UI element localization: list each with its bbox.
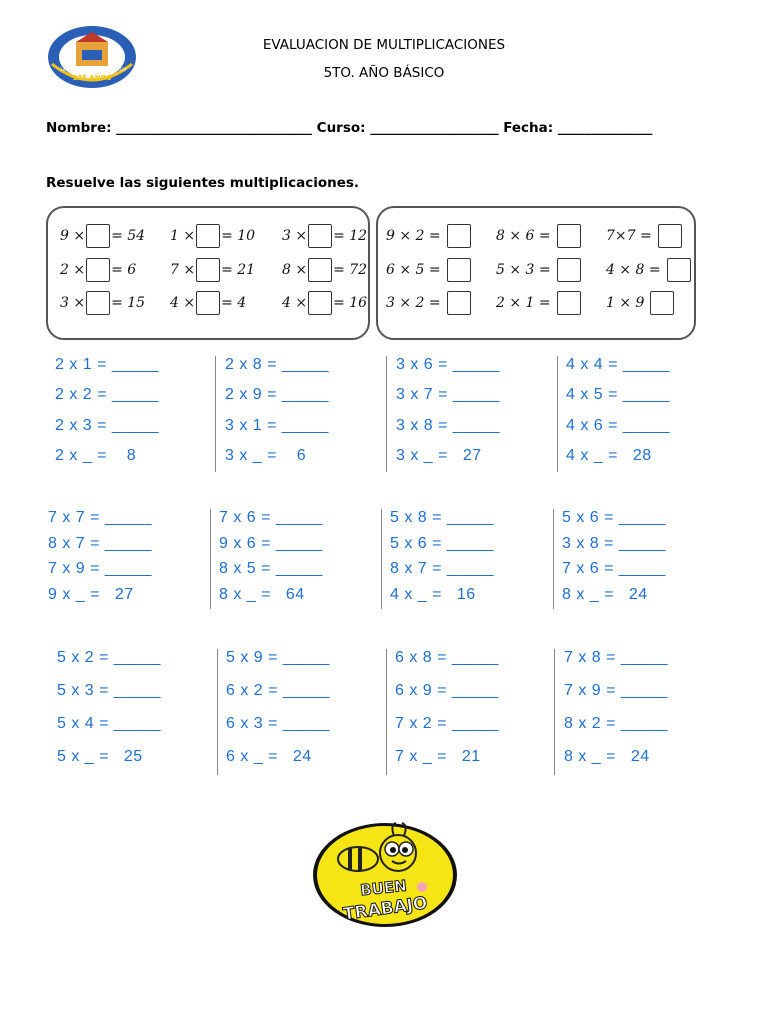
column-divider — [386, 649, 387, 775]
right-panel-item: 5 × 3 = — [496, 256, 582, 284]
answer-box[interactable] — [650, 291, 674, 315]
right-panel-item: 8 × 6 = — [496, 222, 582, 250]
multiplication-exercise: 8 x _ = 24 — [564, 748, 650, 765]
left-panel-item: 8 × = 72 — [282, 256, 367, 284]
column-divider — [381, 509, 382, 609]
right-panel-item: 3 × 2 = — [386, 289, 472, 317]
multiplication-exercise: 5 x 6 = _____ — [390, 535, 494, 552]
multiplication-exercise: 9 x _ = 27 — [48, 586, 134, 603]
multiplication-exercise: 5 x 2 = _____ — [57, 649, 161, 666]
svg-text:2020: 2020 — [116, 67, 127, 72]
answer-box[interactable] — [447, 224, 471, 248]
answer-box[interactable] — [308, 258, 332, 282]
multiplication-exercise: 8 x 7 = _____ — [390, 560, 494, 577]
page-title: EVALUACION DE MULTIPLICACIONES — [262, 37, 506, 53]
badge-line1: BUEN — [359, 876, 408, 900]
left-panel-item: 9 × = 54 — [60, 222, 145, 250]
multiplication-exercise: 7 x 8 = _____ — [564, 649, 668, 666]
multiplication-exercise: 8 x _ = 64 — [219, 586, 305, 603]
multiplication-exercise: 6 x 2 = _____ — [226, 682, 330, 699]
multiplication-exercise: 5 x 8 = _____ — [390, 509, 494, 526]
column-divider — [217, 649, 218, 775]
column-divider — [553, 509, 554, 609]
answer-box[interactable] — [557, 291, 581, 315]
multiplication-exercise: 5 x 6 = _____ — [562, 509, 666, 526]
answer-box[interactable] — [557, 258, 581, 282]
answer-box[interactable] — [86, 291, 110, 315]
multiplication-exercise: 7 x 7 = _____ — [48, 509, 152, 526]
left-panel-item: 7 × = 21 — [170, 256, 255, 284]
multiplication-exercise: 5 x 4 = _____ — [57, 715, 161, 732]
multiplication-exercise: 2 x 1 = _____ — [55, 356, 159, 373]
column-divider — [210, 509, 211, 609]
multiplication-exercise: 2 x 9 = _____ — [225, 386, 329, 403]
multiplication-exercise: 7 x 9 = _____ — [564, 682, 668, 699]
left-panel-item: 1 × = 10 — [170, 222, 255, 250]
multiplication-exercise: 4 x 5 = _____ — [566, 386, 670, 403]
multiplication-exercise: 6 x 3 = _____ — [226, 715, 330, 732]
instructions: Resuelve las siguientes multiplicaciones. — [46, 175, 360, 191]
answer-box[interactable] — [196, 291, 220, 315]
multiplication-exercise: 3 x _ = 6 — [225, 447, 307, 464]
multiplication-exercise: 3 x 7 = _____ — [396, 386, 500, 403]
answer-box[interactable] — [308, 224, 332, 248]
multiplication-exercise: 8 x 7 = _____ — [48, 535, 152, 552]
student-fields-line: Nombre: _____________________________ Curso: ___________________ Fecha: ______________ — [46, 120, 653, 136]
multiplication-exercise: 9 x 6 = _____ — [219, 535, 323, 552]
column-divider — [557, 356, 558, 472]
answer-box[interactable] — [557, 224, 581, 248]
multiplication-exercise: 6 x 8 = _____ — [395, 649, 499, 666]
right-panel-item: 9 × 2 = — [386, 222, 472, 250]
logo-years: 125 AÑOS — [72, 74, 112, 82]
multiplication-exercise: 3 x _ = 27 — [396, 447, 482, 464]
page-subtitle: 5TO. AÑO BÁSICO — [323, 65, 445, 81]
left-panel-item: 2 × = 6 — [60, 256, 136, 284]
right-panel-item: 2 × 1 = — [496, 289, 582, 317]
left-panel-item: 4 × = 4 — [170, 289, 246, 317]
answer-box[interactable] — [658, 224, 682, 248]
multiplication-exercise: 2 x 3 = _____ — [55, 417, 159, 434]
multiplication-exercise: 7 x 6 = _____ — [562, 560, 666, 577]
column-divider — [215, 356, 216, 472]
multiplication-exercise: 3 x 1 = _____ — [225, 417, 329, 434]
answer-box[interactable] — [667, 258, 691, 282]
buen-trabajo-badge — [310, 817, 460, 929]
answer-box[interactable] — [196, 224, 220, 248]
multiplication-exercise: 8 x _ = 24 — [562, 586, 648, 603]
multiplication-exercise: 3 x 8 = _____ — [396, 417, 500, 434]
answer-box[interactable] — [447, 291, 471, 315]
column-divider — [386, 356, 387, 472]
multiplication-exercise: 2 x _ = 8 — [55, 447, 137, 464]
multiplication-exercise: 6 x _ = 24 — [226, 748, 312, 765]
multiplication-exercise: 6 x 9 = _____ — [395, 682, 499, 699]
right-panel-item: 7×7 = — [606, 222, 683, 250]
multiplication-exercise: 3 x 8 = _____ — [562, 535, 666, 552]
multiplication-exercise: 7 x _ = 21 — [395, 748, 481, 765]
multiplication-exercise: 2 x 2 = _____ — [55, 386, 159, 403]
left-panel-item: 4 × = 16 — [282, 289, 367, 317]
multiplication-exercise: 8 x 2 = _____ — [564, 715, 668, 732]
multiplication-exercise: 5 x _ = 25 — [57, 748, 143, 765]
left-panel-item: 3 × = 12 — [282, 222, 367, 250]
multiplication-exercise: 4 x _ = 28 — [566, 447, 652, 464]
multiplication-exercise: 4 x _ = 16 — [390, 586, 476, 603]
multiplication-exercise: 2 x 8 = _____ — [225, 356, 329, 373]
badge-line2: TRABAJO — [341, 893, 429, 925]
svg-text:1895: 1895 — [60, 67, 71, 72]
multiplication-exercise: 7 x 2 = _____ — [395, 715, 499, 732]
right-panel-item: 6 × 5 = — [386, 256, 472, 284]
right-panel-item: 1 × 9 — [606, 289, 675, 317]
column-divider — [554, 649, 555, 775]
multiplication-exercise: 5 x 9 = _____ — [226, 649, 330, 666]
multiplication-exercise: 4 x 6 = _____ — [566, 417, 670, 434]
multiplication-exercise: 7 x 9 = _____ — [48, 560, 152, 577]
answer-box[interactable] — [447, 258, 471, 282]
multiplication-exercise: 5 x 3 = _____ — [57, 682, 161, 699]
multiplication-exercise: 7 x 6 = _____ — [219, 509, 323, 526]
multiplication-exercise: 4 x 4 = _____ — [566, 356, 670, 373]
answer-box[interactable] — [86, 224, 110, 248]
left-panel-item: 3 × = 15 — [60, 289, 145, 317]
multiplication-exercise: 3 x 6 = _____ — [396, 356, 500, 373]
right-panel-item: 4 × 8 = — [606, 256, 692, 284]
answer-box[interactable] — [196, 258, 220, 282]
multiplication-exercise: 8 x 5 = _____ — [219, 560, 323, 577]
answer-box[interactable] — [86, 258, 110, 282]
answer-box[interactable] — [308, 291, 332, 315]
